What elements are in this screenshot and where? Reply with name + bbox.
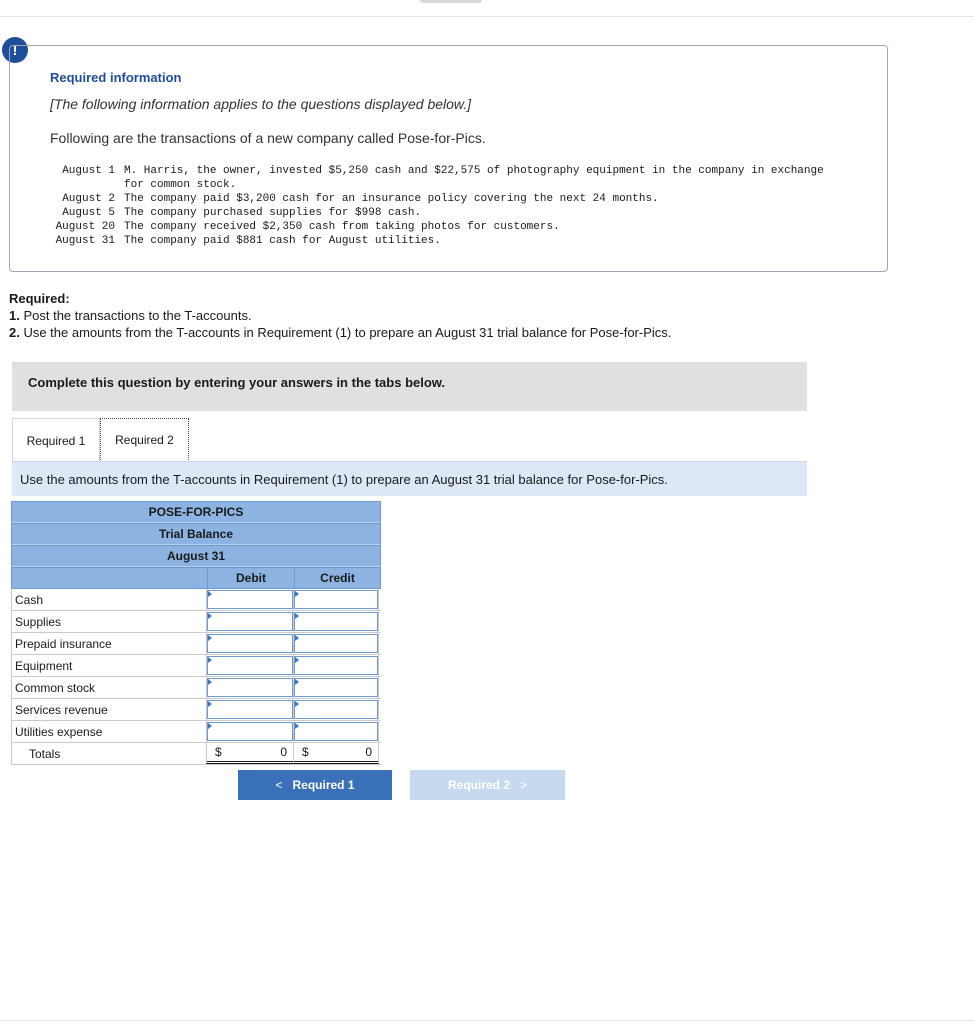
table-row <box>11 677 381 699</box>
debit-input[interactable] <box>207 678 293 697</box>
debit-input[interactable] <box>207 700 293 719</box>
trial-balance-table <box>11 501 381 765</box>
credit-input[interactable] <box>294 612 378 631</box>
debit-total <box>206 743 293 764</box>
credit-input[interactable] <box>294 678 378 697</box>
next-required-2-button[interactable] <box>410 770 565 800</box>
top-handle <box>420 0 482 3</box>
account-column-header <box>12 568 207 588</box>
top-divider <box>0 16 974 17</box>
account-name: Cash <box>11 589 206 610</box>
credit-cell <box>293 589 379 610</box>
transaction-text: M. Harris, the owner, invested $5,250 cash and $22,575 of photography equipment in the company in exchange for common stock. <box>124 165 824 191</box>
input-marker-icon <box>208 613 212 619</box>
debit-cell <box>206 721 293 742</box>
input-marker-icon <box>295 591 299 597</box>
input-marker-icon <box>208 657 212 663</box>
debit-cell <box>206 611 293 632</box>
credit-cell <box>293 721 379 742</box>
credit-cell <box>293 611 379 632</box>
transaction-date: August 20 <box>55 221 115 233</box>
transaction-row <box>48 192 844 206</box>
trial-balance-title: Trial Balance <box>11 523 381 545</box>
input-marker-icon <box>208 723 212 729</box>
input-marker-icon <box>208 701 212 707</box>
requirement-text: Post the transactions to the T-accounts. <box>19 308 252 323</box>
previous-button-label: Required 1 <box>292 778 355 792</box>
instruction-bar <box>12 461 807 496</box>
input-marker-icon <box>295 657 299 663</box>
account-name: Common stock <box>11 677 206 698</box>
input-marker-icon <box>208 679 212 685</box>
input-marker-icon <box>295 701 299 707</box>
credit-cell <box>293 633 379 654</box>
credit-column-header: Credit <box>294 568 380 588</box>
requirement-number: 1. <box>9 308 20 323</box>
currency-symbol: $ <box>215 745 222 759</box>
info-title: Required information <box>50 70 182 85</box>
table-row <box>11 721 381 743</box>
debit-cell <box>206 633 293 654</box>
column-header-row <box>11 567 381 589</box>
debit-input[interactable] <box>207 590 293 609</box>
totals-label: Totals <box>11 743 206 764</box>
required-heading: Required: <box>9 291 70 306</box>
credit-input[interactable] <box>294 590 378 609</box>
input-marker-icon <box>295 613 299 619</box>
transaction-text: The company purchased supplies for $998 cash. <box>124 207 422 219</box>
account-name: Prepaid insurance <box>11 633 206 654</box>
transaction-date: August 1 <box>62 165 115 177</box>
chevron-left-icon: < <box>275 778 283 792</box>
input-marker-icon <box>208 591 212 597</box>
credit-cell <box>293 655 379 676</box>
transaction-row <box>48 164 844 192</box>
account-name: Services revenue <box>11 699 206 720</box>
complete-question-text: Complete this question by entering your answers in the tabs below. <box>28 375 446 390</box>
requirement-number: 2. <box>9 325 20 340</box>
input-marker-icon <box>208 635 212 641</box>
trial-balance-company: POSE-FOR-PICS <box>11 501 381 523</box>
instruction-text: Use the amounts from the T-accounts in Requirement (1) to prepare an August 31 trial balance for Pose-for-Pics. <box>20 472 668 487</box>
credit-cell <box>293 677 379 698</box>
credit-input[interactable] <box>294 634 378 653</box>
debit-cell <box>206 589 293 610</box>
transaction-text: The company received $2,350 cash from taking photos for customers. <box>124 221 560 233</box>
debit-cell <box>206 677 293 698</box>
input-marker-icon <box>295 635 299 641</box>
required-information-box <box>9 45 888 272</box>
account-name: Supplies <box>11 611 206 632</box>
chevron-right-icon: > <box>520 778 528 792</box>
requirement-1 <box>9 308 252 323</box>
table-row <box>11 699 381 721</box>
transaction-date: August 2 <box>62 193 115 205</box>
debit-total-value: 0 <box>280 745 287 759</box>
debit-column-header: Debit <box>207 568 294 588</box>
tab-required-1[interactable]: Required 1 <box>12 418 100 462</box>
complete-question-bar <box>12 362 807 411</box>
debit-cell <box>206 699 293 720</box>
transaction-date: August 31 <box>55 235 115 247</box>
totals-row <box>11 743 381 765</box>
tab-required-2[interactable]: Required 2 <box>100 418 189 462</box>
transaction-date: August 5 <box>62 207 115 219</box>
info-intro: Following are the transactions of a new company called Pose-for-Pics. <box>50 130 486 146</box>
input-marker-icon <box>295 679 299 685</box>
trial-balance-date: August 31 <box>11 545 381 567</box>
input-marker-icon <box>295 723 299 729</box>
table-row <box>11 611 381 633</box>
requirement-2 <box>9 325 671 340</box>
transaction-text: The company paid $3,200 cash for an insurance policy covering the next 24 months. <box>124 193 659 205</box>
transaction-row <box>48 234 844 248</box>
account-name: Utilities expense <box>11 721 206 742</box>
credit-input[interactable] <box>294 722 378 741</box>
credit-total <box>293 743 379 764</box>
credit-input[interactable] <box>294 700 378 719</box>
credit-total-value: 0 <box>365 745 372 759</box>
bottom-divider <box>0 1020 974 1021</box>
transaction-row <box>48 220 844 234</box>
debit-input[interactable] <box>207 634 293 653</box>
debit-cell <box>206 655 293 676</box>
next-button-label: Required 2 <box>447 778 510 792</box>
transaction-list <box>48 164 844 248</box>
table-row <box>11 633 381 655</box>
credit-input[interactable] <box>294 656 378 675</box>
table-row <box>11 589 381 611</box>
transaction-row <box>48 206 844 220</box>
transaction-text: The company paid $881 cash for August utilities. <box>124 235 441 247</box>
info-note: [The following information applies to the questions displayed below.] <box>50 96 472 112</box>
debit-input[interactable] <box>207 656 293 675</box>
currency-symbol: $ <box>302 745 309 759</box>
previous-required-1-button[interactable] <box>238 770 392 800</box>
debit-input[interactable] <box>207 612 293 631</box>
account-name: Equipment <box>11 655 206 676</box>
credit-cell <box>293 699 379 720</box>
alert-icon: ! <box>2 37 28 63</box>
table-row <box>11 655 381 677</box>
requirement-text: Use the amounts from the T-accounts in Requirement (1) to prepare an August 31 trial balance for Pose-for-Pics. <box>19 325 672 340</box>
debit-input[interactable] <box>207 722 293 741</box>
